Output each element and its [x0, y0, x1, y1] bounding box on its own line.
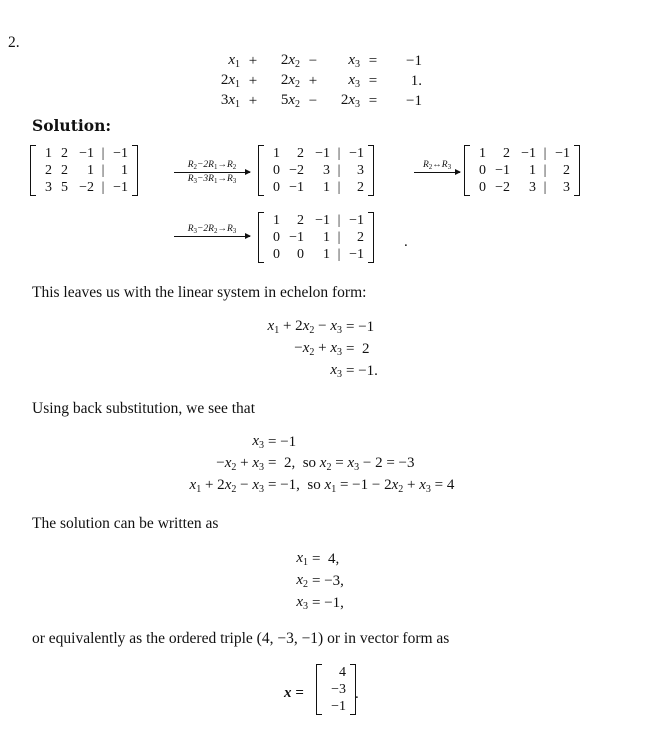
matrix-entry: 0 — [297, 247, 304, 262]
equation-lhs: $x_1 + 2x_2 - x_3$ — [189, 477, 264, 495]
vector-label: x = — [284, 685, 304, 701]
system-term: $2x_2$ — [280, 72, 300, 90]
matrix-entry: 1 — [273, 146, 280, 161]
right-bracket — [574, 145, 580, 196]
matrix-entry: 2 — [297, 146, 304, 161]
equation-lhs: $x_2$ — [296, 572, 308, 590]
matrix-entry: 1 — [323, 247, 330, 262]
echelon-intro: This leaves us with the linear system in echelon form: — [32, 284, 367, 301]
original-system — [210, 52, 422, 110]
matrix-entry: 2 — [61, 146, 68, 161]
arrow-icon — [414, 172, 460, 173]
system-term: − — [308, 92, 318, 109]
augment-bar: | — [337, 230, 341, 245]
matrix-entry: 1 — [529, 163, 536, 178]
matrix-entry: 5 — [61, 180, 68, 195]
system-term: $x_3$ — [348, 72, 360, 90]
matrix-entry: 3 — [529, 180, 536, 195]
ordered-triple-text: or equivalently as the ordered triple (4, −3, −1) or in vector form as — [32, 630, 450, 647]
equation-lhs: $x_3$ — [330, 362, 342, 380]
system-term: = — [368, 52, 378, 69]
equation-rhs: = −1 — [268, 433, 297, 450]
augment-bar: | — [543, 146, 547, 161]
system-term: 1. — [410, 72, 422, 89]
echelon-system — [248, 318, 378, 380]
system-term: $5x_2$ — [280, 92, 300, 110]
row-op-arrow-3 — [174, 224, 250, 238]
system-term: −1 — [406, 92, 422, 109]
matrix-entry: 3 — [563, 180, 570, 195]
equation-lhs: $-x_2 + x_3$ — [294, 340, 342, 358]
matrix-entry: −2 — [289, 163, 304, 178]
matrix-entry: −1 — [315, 146, 330, 161]
equation-rhs: = −3, — [312, 572, 344, 589]
matrix-entry: 0 — [479, 180, 486, 195]
equation-rhs: = −1 — [346, 318, 375, 335]
matrix-entry: 1 — [323, 180, 330, 195]
matrix-entry: 2 — [563, 163, 570, 178]
system-term: −1 — [406, 52, 422, 69]
system-term: $2x_2$ — [280, 52, 300, 70]
row-op-label-1b: $R_3-3R_1\to R_3$ — [187, 174, 237, 185]
equation-lhs: $-x_2 + x_3$ — [216, 455, 264, 473]
solution-vector — [316, 664, 356, 715]
matrix-entry: 2 — [297, 213, 304, 228]
matrix-entry: −2 — [79, 180, 94, 195]
back-substitution — [150, 433, 454, 495]
matrix-end-period: . — [404, 234, 408, 250]
solution-label: Solution: — [32, 116, 112, 135]
system-term: $3x_1$ — [220, 92, 240, 110]
system-term: + — [248, 72, 258, 89]
matrix-entry: −2 — [495, 180, 510, 195]
row-op-arrow-2 — [414, 160, 460, 174]
equation-rhs: = −1, so $x_1 = -1 - 2x_2 + x_3 = 4$ — [268, 477, 455, 495]
augment-bar: | — [543, 180, 547, 195]
equation-rhs: = 2, so $x_2 = x_3 - 2 = -3$ — [268, 455, 415, 473]
augment-bar: | — [337, 146, 341, 161]
augment-bar: | — [337, 247, 341, 262]
matrix-entry: 0 — [273, 180, 280, 195]
system-term: $2x_3$ — [340, 92, 360, 110]
matrix-entry: −1 — [555, 146, 570, 161]
matrix-entry: −1 — [349, 146, 364, 161]
arrow-icon — [174, 236, 250, 237]
matrix-entry: 3 — [357, 163, 364, 178]
equation-rhs: = 4, — [312, 550, 340, 567]
system-term: $x_1$ — [228, 52, 240, 70]
equation-lhs: $x_1$ — [296, 550, 308, 568]
equation-lhs: $x_3$ — [296, 594, 308, 612]
matrix-step-1 — [258, 145, 374, 196]
matrix-entry: 1 — [45, 146, 52, 161]
matrix-entry: 1 — [121, 163, 128, 178]
system-term: $2x_1$ — [220, 72, 240, 90]
matrix-entry: 2 — [61, 163, 68, 178]
row-op-label-1a: $R_2-2R_1\to R_2$ — [187, 160, 237, 171]
matrix-step-3 — [258, 212, 374, 263]
augment-bar: | — [101, 180, 105, 195]
solution-values — [286, 550, 344, 612]
augment-bar: | — [337, 213, 341, 228]
right-bracket — [368, 212, 374, 263]
augment-bar: | — [337, 163, 341, 178]
row-op-label-3: $R_3-2R_2\to R_3$ — [187, 224, 237, 235]
matrix-entry: 3 — [323, 163, 330, 178]
matrix-entry: 0 — [273, 230, 280, 245]
matrix-entry: 2 — [357, 180, 364, 195]
matrix-entry: 1 — [323, 230, 330, 245]
matrix-entry: 2 — [357, 230, 364, 245]
back-sub-intro: Using back substitution, we see that — [32, 400, 255, 417]
equation-rhs: = −1. — [346, 362, 378, 379]
vector-entry: −3 — [331, 682, 346, 697]
problem-number: 2. — [8, 34, 20, 51]
equation-rhs: = 2 — [346, 340, 370, 357]
matrix-step-2 — [464, 145, 580, 196]
right-bracket — [132, 145, 138, 196]
equation-lhs: $x_3$ — [252, 433, 264, 451]
solution-written-intro: The solution can be written as — [32, 515, 219, 532]
matrix-entry: −1 — [289, 230, 304, 245]
system-term: = — [368, 72, 378, 89]
matrix-entry: 0 — [479, 163, 486, 178]
vector-entry: 4 — [339, 665, 346, 680]
matrix-entry: −1 — [349, 213, 364, 228]
row-op-arrow-1 — [174, 160, 250, 185]
system-term: − — [308, 52, 318, 69]
matrix-entry: −1 — [315, 213, 330, 228]
matrix-entry: −1 — [289, 180, 304, 195]
equation-rhs: = −1, — [312, 594, 344, 611]
vector-entry: −1 — [331, 699, 346, 714]
augment-bar: | — [337, 180, 341, 195]
vector-end-period: . — [355, 686, 359, 702]
right-bracket — [368, 145, 374, 196]
matrix-entry: −1 — [495, 163, 510, 178]
equation-lhs: $x_1 + 2x_2 - x_3$ — [267, 318, 342, 336]
system-term: + — [248, 52, 258, 69]
matrix-entry: 1 — [273, 213, 280, 228]
system-term: $x_3$ — [348, 52, 360, 70]
matrix-entry: 1 — [87, 163, 94, 178]
matrix-entry: −1 — [349, 247, 364, 262]
matrix-entry: −1 — [113, 146, 128, 161]
matrix-entry: 0 — [273, 163, 280, 178]
arrow-icon — [174, 172, 250, 173]
matrix-entry: 2 — [503, 146, 510, 161]
augment-bar: | — [543, 163, 547, 178]
system-term: + — [308, 72, 318, 89]
system-term: + — [248, 92, 258, 109]
augment-bar: | — [101, 163, 105, 178]
row-op-label-2: $R_2\leftrightarrow R_3$ — [422, 160, 452, 171]
matrix-entry: 0 — [273, 247, 280, 262]
matrix-entry: −1 — [79, 146, 94, 161]
matrix-entry: −1 — [521, 146, 536, 161]
matrix-entry: −1 — [113, 180, 128, 195]
matrix-entry: 2 — [45, 163, 52, 178]
system-term: = — [368, 92, 378, 109]
matrix-entry: 3 — [45, 180, 52, 195]
matrix-entry: 1 — [479, 146, 486, 161]
augment-bar: | — [101, 146, 105, 161]
matrix-augmented-original — [30, 145, 138, 196]
